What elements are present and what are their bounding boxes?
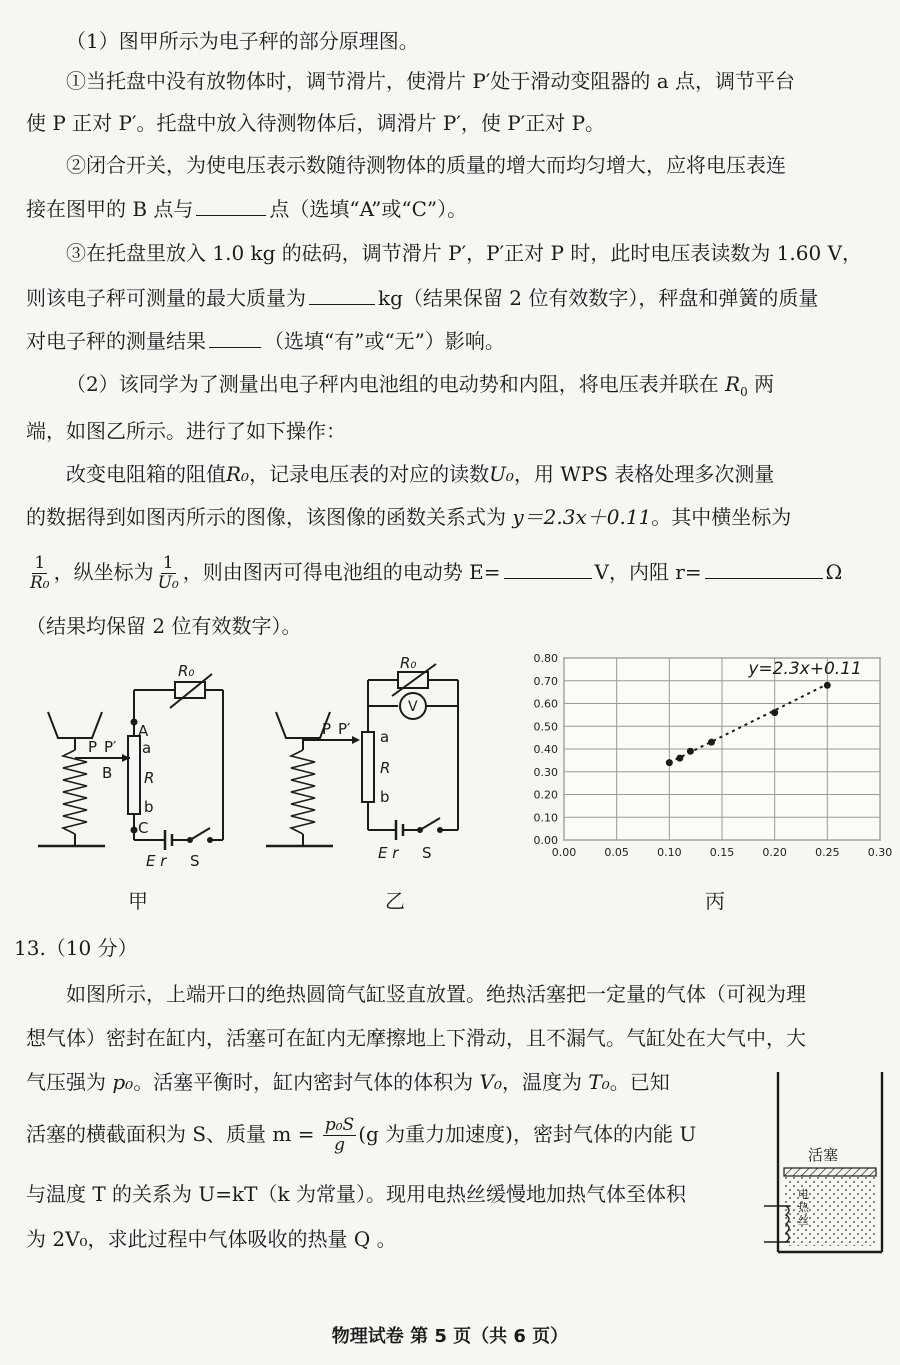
- y-tick-label: 0.20: [533, 788, 558, 802]
- y-tick-label: 0.40: [533, 743, 558, 756]
- data-point: [708, 739, 715, 746]
- caption-jia: 甲: [128, 889, 148, 913]
- y-tick-label: 0.60: [533, 697, 558, 711]
- y-tick-label: 0.00: [533, 834, 558, 847]
- data-point: [666, 759, 673, 766]
- label-P: P: [322, 720, 332, 738]
- q12-step3-line3: 对电子秤的测量结果 （选填“有”或“无”）影响。: [26, 329, 505, 353]
- label-b: b: [144, 798, 154, 816]
- fraction-p0s-over-g: $\frac{\text{p₀S}}{g}$: [324, 1115, 355, 1155]
- q12-part2-line5: $\frac{1}{\text{R₀}}$ ，纵坐标为 $\frac{1}{\text{U₀}}$ ，则由图丙可得电池组的电动势 E= V，内阻 r= Ω: [30, 553, 843, 593]
- x-tick-label: 0.25: [815, 846, 840, 859]
- q12-part2-line2: 端，如图乙所示。进行了如下操作：: [26, 419, 346, 443]
- answer-blank-emf[interactable]: [504, 558, 592, 579]
- q12-part2-line6: （结果均保留 2 位有效数字）。: [26, 614, 302, 638]
- x-tick-label: 0.20: [762, 846, 787, 859]
- label-R: R: [380, 759, 391, 777]
- spring-shape: [63, 750, 87, 834]
- label-piston: 活塞: [808, 1146, 839, 1164]
- q13-line1: 如图所示，上端开口的绝热圆筒气缸竖直放置。绝热活塞把一定量的气体（可视为理: [66, 982, 806, 1006]
- y-tick-label: 0.80: [533, 652, 558, 665]
- label-P-prime: P′: [338, 720, 351, 738]
- label-Er: E r: [146, 852, 167, 870]
- q12-part1-heading: （1）图甲所示为电子秤的部分原理图。: [66, 29, 419, 53]
- label-B: B: [102, 764, 113, 782]
- q12-step3-line1: ③在托盘里放入 1.0 kg 的砝码，调节滑片 P′，P′正对 P 时，此时电压表读数为 1.60 V，: [66, 241, 863, 265]
- label-P-prime: P′: [104, 738, 117, 756]
- tray-shape: [48, 712, 102, 738]
- label-R0: R₀: [178, 662, 195, 680]
- q12-step3-line2: 则该电子秤可测量的最大质量为 kg（结果保留 2 位有效数字），秤盘和弹簧的质量: [26, 286, 819, 310]
- q12-step2-line1: ②闭合开关，为使电压表示数随待测物体的质量的增大而均匀增大，应将电压表连: [66, 153, 786, 177]
- q13-line6: 为 2V₀，求此过程中气体吸收的热量 Q 。: [26, 1227, 397, 1251]
- label-P: P: [88, 738, 98, 756]
- y-tick-label: 0.50: [533, 720, 558, 734]
- x-tick-label: 0.00: [551, 846, 577, 859]
- x-tick-label: 0.10: [657, 846, 682, 859]
- caption-yi: 乙: [385, 889, 405, 913]
- label-V: V: [408, 699, 418, 715]
- label-Er: E r: [378, 844, 399, 862]
- data-point: [824, 682, 831, 689]
- q12-part2-line3: 改变电阻箱的阻值R₀，记录电压表的对应的读数U₀，用 WPS 表格处理多次测量: [66, 462, 775, 486]
- q12-part2-line1: （2）该同学为了测量出电子秤内电池组的电动势和内阻，将电压表并联在 $R_0$ 两: [66, 372, 775, 399]
- answer-blank-internal-resistance[interactable]: [705, 558, 823, 579]
- fraction-1-over-r0: $\frac{1}{\text{R₀}}$: [30, 553, 50, 593]
- y-tick-label: 0.70: [533, 674, 558, 688]
- answer-blank-max-mass[interactable]: [309, 284, 375, 305]
- answer-blank-effect[interactable]: [209, 327, 261, 348]
- figure-jia-circuit: [30, 650, 260, 880]
- x-tick-label: 0.15: [709, 846, 735, 859]
- equation-annotation: y=2.3x+0.11: [748, 658, 862, 679]
- label-S: S: [422, 844, 432, 862]
- label-C: C: [138, 819, 149, 837]
- q13-heading: 13.（10 分）: [14, 936, 138, 960]
- q12-step1-line2: 使 P 正对 P′。托盘中放入待测物体后，调滑片 P′，使 P′正对 P。: [26, 111, 606, 135]
- q13-line4: 活塞的横截面积为 S、质量 m = $\frac{\text{p₀S}}{g}$ (g 为重力加速度)，密封气体的内能 U: [26, 1115, 697, 1155]
- figure-cylinder: [760, 1064, 890, 1264]
- data-point: [771, 709, 778, 716]
- label-R0: R₀: [400, 654, 417, 672]
- page-footer: 物理试卷 第 5 页（共 6 页）: [331, 1326, 569, 1347]
- answer-blank-point[interactable]: [196, 195, 266, 216]
- point-a-dot: [131, 719, 138, 726]
- label-R: R: [144, 769, 155, 787]
- label-A: A: [138, 722, 149, 740]
- y-tick-label: 0.10: [533, 811, 558, 825]
- x-tick-label: 0.05: [604, 846, 629, 859]
- figure-yi-circuit: [258, 650, 478, 880]
- q13-line2: 想气体）密封在缸内，活塞可在缸内无摩擦地上下滑动，且不漏气。气缸处在大气中，大: [26, 1026, 806, 1050]
- caption-bing: 丙: [705, 889, 725, 913]
- figure-bing-chart: [512, 648, 892, 870]
- q13-line3: 气压强为 p₀。活塞平衡时，缸内密封气体的体积为 V₀，温度为 T₀。已知: [26, 1070, 670, 1094]
- q12-part2-line4: 的数据得到如图丙所示的图像，该图像的函数关系式为 y＝2.3x＋0.11。其中横坐标为: [26, 505, 792, 529]
- x-tick-label: 0.30: [867, 846, 892, 859]
- data-point: [687, 748, 694, 755]
- label-heating-wire: 电热丝: [798, 1188, 809, 1227]
- data-point: [676, 755, 683, 762]
- label-b: b: [380, 788, 390, 806]
- label-S: S: [190, 852, 200, 870]
- y-tick-label: 0.30: [533, 765, 558, 779]
- label-a: a: [380, 728, 390, 746]
- q13-line5: 与温度 T 的关系为 U=kT（k 为常量）。现用电热丝缓慢地加热气体至体积: [26, 1182, 686, 1206]
- q12-step2-line2: 接在图甲的 B 点与 点（选填“A”或“C”）。: [26, 197, 468, 221]
- point-c-dot: [131, 827, 138, 834]
- label-a: a: [142, 739, 152, 757]
- q12-step1-line1: ①当托盘中没有放物体时，调节滑片，使滑片 P′处于滑动变阻器的 a 点，调节平台: [66, 69, 795, 93]
- piston: [784, 1168, 876, 1176]
- fraction-1-over-u0: $\frac{1}{\text{U₀}}$: [157, 553, 179, 593]
